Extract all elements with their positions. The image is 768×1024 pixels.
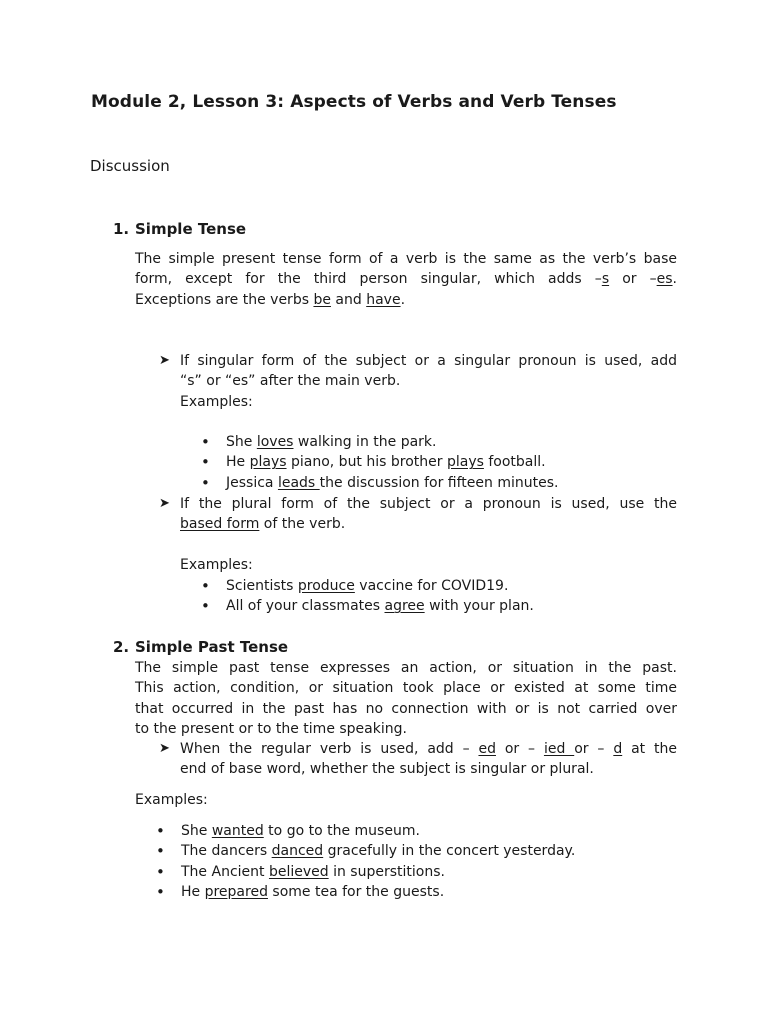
- rule-1-line-1: If singular form of the subject or a singular pronoun is used, add: [180, 353, 677, 369]
- section-1-intro: [135, 249, 677, 310]
- list-item: The dancers danced gracefully in the concert yesterday.: [181, 843, 576, 860]
- paragraph-line-1: The simple past tense expresses an action, or situation in the past.: [135, 660, 677, 676]
- rule-1-examples-label: Examples:: [180, 393, 253, 410]
- section-2-heading: [113, 638, 288, 656]
- intro-line-2: form, except for the third person singular, which adds –s or –es.: [135, 271, 677, 288]
- rule-line-1: When the regular verb is used, add – ed or – ied or – d at the: [180, 741, 678, 757]
- list-item: He plays piano, but his brother plays football.: [226, 454, 546, 471]
- section-1-heading: [113, 220, 246, 238]
- rule-1: [180, 351, 677, 412]
- list-item: All of your classmates agree with your plan.: [226, 598, 534, 615]
- examples-list-3: [135, 821, 675, 902]
- section-2-number: 2.: [113, 638, 130, 656]
- bullet-icon: •: [201, 433, 210, 451]
- bullet-icon: •: [156, 882, 165, 901]
- arrow-bullet-icon: ➤: [159, 353, 170, 368]
- intro-line-1: The simple present tense form of a verb is the same as the verb’s base: [135, 251, 677, 267]
- rule-1-line-2: “s” or “es” after the main verb.: [180, 373, 401, 390]
- section-1-number: 1.: [113, 220, 130, 238]
- bullet-icon: •: [156, 862, 165, 881]
- bullet-icon: •: [156, 822, 165, 840]
- list-item: She loves walking in the park.: [226, 434, 437, 450]
- examples-list-2: [180, 576, 680, 617]
- rule-2: [180, 494, 677, 535]
- paragraph-line-4: to the present or to the time speaking.: [135, 720, 407, 737]
- bullet-icon: •: [201, 473, 210, 492]
- paragraph-line-2: This action, condition, or situation took place or existed at some time: [135, 680, 677, 697]
- section-2-examples-label: Examples:: [135, 792, 208, 808]
- list-item: She wanted to go to the museum.: [181, 823, 420, 839]
- list-item: Scientists produce vaccine for COVID19.: [226, 578, 509, 594]
- bullet-icon: •: [201, 453, 210, 472]
- list-item: He prepared some tea for the guests.: [181, 883, 445, 900]
- page-title: Module 2, Lesson 3: Aspects of Verbs and Verb Tenses: [91, 92, 617, 112]
- arrow-bullet-icon: ➤: [159, 496, 170, 511]
- discussion-heading: Discussion: [90, 157, 170, 175]
- rule-2-examples-label: Examples:: [180, 557, 253, 573]
- section-1-title: Simple Tense: [135, 220, 247, 238]
- rule-2-line-2: based form of the verb.: [180, 516, 346, 533]
- rule-2-line-1: If the plural form of the subject or a pronoun is used, use the: [180, 496, 677, 512]
- list-item: Jessica leads the discussion for fifteen minutes.: [226, 474, 559, 491]
- bullet-icon: •: [156, 842, 165, 861]
- intro-line-3: Exceptions are the verbs be and have.: [135, 291, 406, 308]
- rule-line-2: end of base word, whether the subject is singular or plural.: [180, 761, 594, 778]
- list-item: The Ancient believed in superstitions.: [181, 863, 445, 880]
- section-2-rule: [180, 739, 677, 780]
- arrow-bullet-icon: ➤: [159, 741, 170, 756]
- paragraph-line-3: that occurred in the past has no connection with or is not carried over: [135, 700, 677, 717]
- section-2-paragraph: [135, 658, 677, 739]
- section-2-title: Simple Past Tense: [135, 638, 289, 656]
- bullet-icon: •: [201, 597, 210, 616]
- examples-list-1: [180, 432, 680, 493]
- bullet-icon: •: [201, 577, 210, 595]
